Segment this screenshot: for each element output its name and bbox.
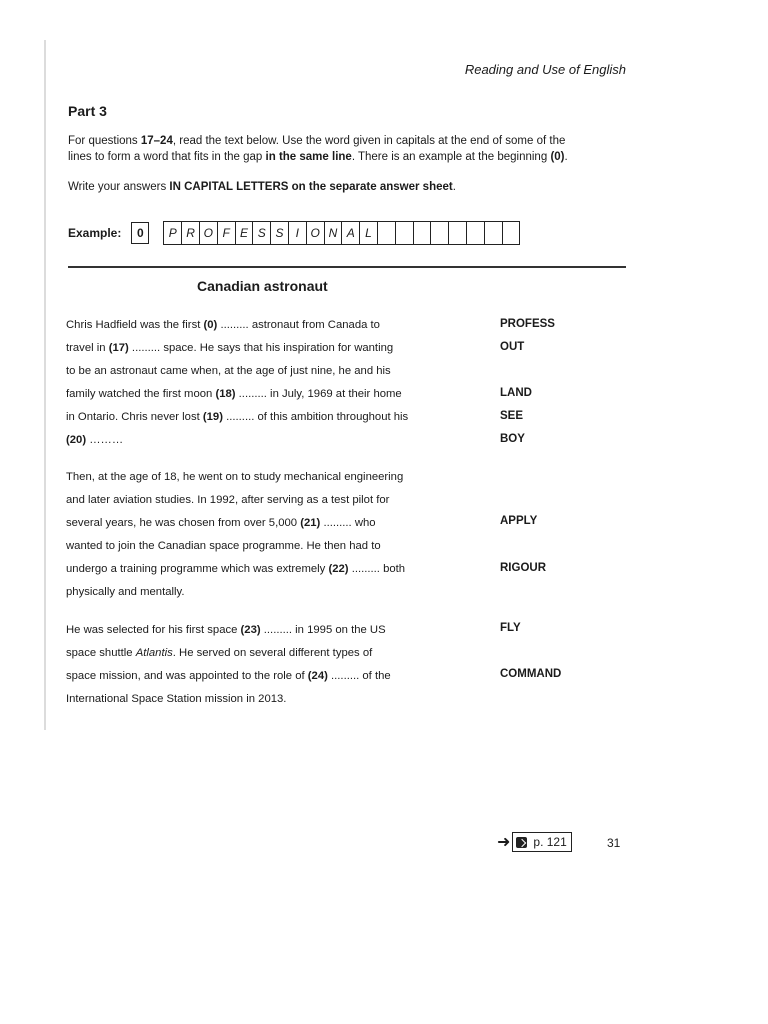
text-segment: several years, he was chosen from over 5,000 bbox=[66, 517, 301, 529]
text-segment: ……… bbox=[86, 434, 124, 446]
gap-number: (17) bbox=[108, 342, 129, 354]
arrow-right-icon: ➜ bbox=[497, 834, 511, 851]
shuttle-name: Atlantis bbox=[135, 647, 173, 659]
answer-cell: L bbox=[359, 222, 377, 244]
text-line bbox=[66, 314, 471, 337]
gap-number: (0) bbox=[203, 319, 218, 331]
text-segment: space mission, and was appointed to the role of bbox=[66, 670, 308, 682]
divider-rule bbox=[68, 266, 626, 268]
instructions bbox=[68, 133, 638, 165]
paragraph-3 bbox=[66, 619, 471, 711]
keyword-fly: FLY bbox=[500, 622, 521, 634]
answer-cell: F bbox=[217, 222, 235, 244]
text-segment: International Space Station mission in 2013. bbox=[66, 693, 287, 705]
gap-number: (21) bbox=[300, 517, 321, 529]
keyword-command: COMMAND bbox=[500, 668, 562, 680]
paragraph-1 bbox=[66, 314, 471, 452]
text-line bbox=[66, 581, 471, 604]
reference-box bbox=[512, 832, 571, 852]
text-segment: ......... astronaut from Canada to bbox=[217, 319, 380, 331]
part-title: Part 3 bbox=[68, 103, 107, 119]
text-line bbox=[66, 512, 471, 535]
answer-cell: A bbox=[341, 222, 359, 244]
answer-cell: N bbox=[324, 222, 342, 244]
keyword-rigour: RIGOUR bbox=[500, 562, 546, 574]
answer-cell: P bbox=[168, 226, 177, 240]
text-segment: ......... space. He says that his inspiration for wanting bbox=[128, 342, 394, 354]
page-number: 31 bbox=[607, 836, 621, 850]
section-header: Reading and Use of English bbox=[464, 62, 626, 77]
answer-instruction: Write your answers IN CAPITAL LETTERS on the separate answer sheet. bbox=[68, 181, 456, 193]
text-segment: Chris Hadfield was the first bbox=[66, 319, 204, 331]
text-line bbox=[66, 360, 471, 383]
text-segment: ......... both bbox=[348, 563, 406, 575]
text-segment: He was selected for his first space bbox=[66, 624, 241, 636]
answer-reference bbox=[497, 832, 572, 852]
text-line bbox=[66, 406, 471, 429]
text-segment: and later aviation studies. In 1992, after serving as a test pilot for bbox=[66, 494, 390, 506]
instruction-line-1: For questions 17–24, read the text below. Use the word given in capitals at the end of some of the bbox=[68, 135, 566, 147]
answer-cell bbox=[413, 222, 431, 244]
text-segment: ......... of this ambition throughout his bbox=[222, 411, 409, 423]
answer-cell: S bbox=[252, 222, 270, 244]
answer-cell bbox=[448, 222, 466, 244]
text-segment: in Ontario. Chris never lost bbox=[66, 411, 203, 423]
keyword-profess: PROFESS bbox=[500, 318, 555, 330]
gap-number: (23) bbox=[240, 624, 261, 636]
keyword-see: SEE bbox=[500, 410, 524, 422]
answer-cell: E bbox=[235, 222, 253, 244]
text-line bbox=[66, 429, 471, 452]
answer-cell: S bbox=[270, 222, 288, 244]
answer-cell bbox=[466, 222, 484, 244]
text-segment: Then, at the age of 18, he went on to study mechanical engineering bbox=[66, 471, 404, 483]
gap-number: (24) bbox=[307, 670, 328, 682]
text-line bbox=[66, 466, 471, 489]
answer-cell bbox=[430, 222, 448, 244]
text-segment: wanted to join the Canadian space programme. He then had to bbox=[66, 540, 381, 552]
example-answer-grid bbox=[163, 221, 520, 245]
text-line bbox=[66, 642, 471, 665]
text-segment: to be an astronaut came when, at the age of just nine, he and his bbox=[66, 365, 391, 377]
text-segment: ......... in 1995 on the US bbox=[260, 624, 386, 636]
gap-number: (18) bbox=[215, 388, 236, 400]
text-line bbox=[66, 337, 471, 360]
answer-cell bbox=[502, 222, 520, 244]
text-segment: ......... who bbox=[320, 517, 376, 529]
instruction-line-2: lines to form a word that fits in the gap in the same line. There is an example at the beginning (0). bbox=[68, 151, 568, 163]
page-scan-edge bbox=[44, 40, 46, 730]
answer-cell bbox=[395, 222, 413, 244]
text-line bbox=[66, 619, 471, 642]
keyword-boy: BOY bbox=[500, 433, 525, 445]
example-number-box: 0 bbox=[131, 222, 149, 244]
text-segment: physically and mentally. bbox=[66, 586, 185, 598]
text-segment: ......... of the bbox=[327, 670, 391, 682]
text-segment: space shuttle bbox=[66, 647, 136, 659]
page-link-icon bbox=[516, 837, 527, 848]
gap-number: (20) bbox=[66, 434, 87, 446]
text-segment: family watched the first moon bbox=[66, 388, 216, 400]
example-row bbox=[68, 220, 520, 246]
keyword-out: OUT bbox=[500, 341, 525, 353]
gap-number: (19) bbox=[202, 411, 223, 423]
answer-cell: R bbox=[181, 222, 199, 244]
reference-page: p. 121 bbox=[533, 835, 567, 849]
text-line bbox=[66, 535, 471, 558]
answer-cell bbox=[484, 222, 502, 244]
keyword-apply: APPLY bbox=[500, 515, 538, 527]
text-line bbox=[66, 489, 471, 512]
text-line bbox=[66, 558, 471, 581]
answer-cell: O bbox=[199, 222, 217, 244]
paragraph-2 bbox=[66, 466, 471, 604]
text-segment: undergo a training programme which was extremely bbox=[66, 563, 329, 575]
answer-cell bbox=[377, 222, 395, 244]
example-label: Example: bbox=[68, 226, 122, 240]
text-line bbox=[66, 688, 471, 711]
gap-number: (22) bbox=[328, 563, 349, 575]
article-title: Canadian astronaut bbox=[197, 278, 328, 294]
answer-cell: O bbox=[306, 222, 324, 244]
text-segment: . He served on several different types of bbox=[172, 647, 373, 659]
text-line bbox=[66, 383, 471, 406]
keyword-land: LAND bbox=[500, 387, 532, 399]
text-segment: ......... in July, 1969 at their home bbox=[235, 388, 402, 400]
text-line bbox=[66, 665, 471, 688]
answer-cell: I bbox=[288, 222, 306, 244]
text-segment: travel in bbox=[66, 342, 109, 354]
